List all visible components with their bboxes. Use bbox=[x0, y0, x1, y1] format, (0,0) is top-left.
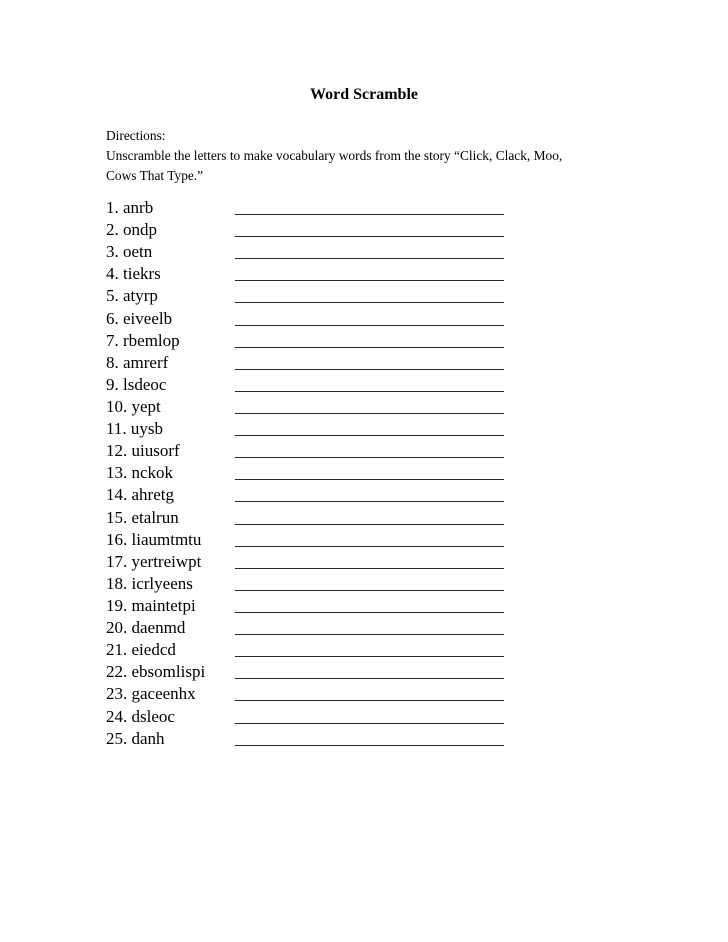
scrambled-word: 17. yertreiwpt bbox=[106, 551, 202, 571]
answer-blank: ________________________________ bbox=[235, 198, 504, 217]
scramble-item bbox=[106, 197, 546, 219]
scrambled-word: 13. nckok bbox=[106, 463, 174, 483]
scramble-item bbox=[106, 507, 546, 529]
scramble-item bbox=[106, 263, 546, 285]
scrambled-word: 19. maintetpi bbox=[106, 595, 196, 615]
answer-blank: ________________________________ bbox=[235, 618, 504, 638]
answer-blank: ________________________________ bbox=[235, 706, 504, 726]
scramble-item bbox=[106, 396, 546, 418]
scrambled-word: 12. uiusorf bbox=[106, 441, 180, 461]
scramble-item bbox=[106, 352, 546, 374]
scrambled-word: 21. eiedcd bbox=[106, 640, 176, 660]
scrambled-word: 8. amrerf bbox=[106, 352, 169, 372]
answer-blank: ________________________________ bbox=[235, 595, 504, 615]
answer-blank: ________________________________ bbox=[235, 419, 504, 439]
answer-blank: ________________________________ bbox=[235, 728, 504, 748]
scramble-item bbox=[106, 374, 546, 396]
answer-blank: ________________________________ bbox=[235, 441, 504, 461]
scrambled-word: 23. gaceenhx bbox=[106, 684, 196, 704]
scramble-item bbox=[106, 617, 546, 639]
answer-blank: ________________________________ bbox=[235, 662, 504, 682]
scrambled-word: 5. atyrp bbox=[106, 286, 158, 306]
scramble-item bbox=[106, 639, 546, 661]
scramble-item bbox=[106, 330, 546, 352]
answer-blank: ________________________________ bbox=[235, 242, 504, 262]
answer-blank: ________________________________ bbox=[235, 529, 504, 549]
scramble-item bbox=[106, 308, 546, 330]
scrambled-word: 20. daenmd bbox=[106, 618, 186, 638]
scrambled-word: 4. tiekrs bbox=[106, 264, 161, 284]
directions-text-line-2: Cows That Type.” bbox=[106, 168, 204, 183]
scrambled-word: 11. uysb bbox=[106, 419, 163, 439]
answer-blank: ________________________________ bbox=[235, 463, 504, 483]
answer-blank: ________________________________ bbox=[235, 573, 504, 593]
scrambled-word: 2. ondp bbox=[106, 220, 157, 240]
answer-blank: ________________________________ bbox=[235, 396, 504, 416]
answer-blank: ________________________________ bbox=[235, 352, 504, 372]
scrambled-word: 3. oetn bbox=[106, 242, 153, 262]
directions bbox=[106, 126, 626, 186]
scrambled-word: 1. anrb bbox=[106, 198, 154, 217]
answer-blank: ________________________________ bbox=[235, 264, 504, 284]
scrambled-word: 25. danh bbox=[106, 728, 165, 748]
directions-heading: Directions: bbox=[106, 128, 166, 143]
answer-blank: ________________________________ bbox=[235, 286, 504, 306]
answer-blank: ________________________________ bbox=[235, 308, 504, 328]
scrambled-word: 10. yept bbox=[106, 396, 161, 416]
answer-blank: ________________________________ bbox=[235, 640, 504, 660]
scramble-list bbox=[106, 197, 546, 750]
answer-blank: ________________________________ bbox=[235, 551, 504, 571]
scramble-item bbox=[106, 573, 546, 595]
answer-blank: ________________________________ bbox=[235, 485, 504, 505]
scrambled-word: 9. lsdeoc bbox=[106, 374, 167, 394]
scramble-item bbox=[106, 728, 546, 750]
scramble-item bbox=[106, 529, 546, 551]
scramble-item bbox=[106, 285, 546, 307]
page-title: Word Scramble bbox=[310, 86, 418, 103]
answer-blank: ________________________________ bbox=[235, 684, 504, 704]
scramble-item bbox=[106, 484, 546, 506]
scrambled-word: 14. ahretg bbox=[106, 485, 174, 505]
scramble-item bbox=[106, 462, 546, 484]
scrambled-word: 22. ebsomlispi bbox=[106, 662, 206, 682]
answer-blank: ________________________________ bbox=[235, 507, 504, 527]
scrambled-word: 16. liaumtmtu bbox=[106, 529, 202, 549]
scramble-item bbox=[106, 440, 546, 462]
scramble-item bbox=[106, 706, 546, 728]
directions-text-line-1: Unscramble the letters to make vocabulary words from the story “Click, Clack, Moo, bbox=[106, 148, 563, 163]
scrambled-word: 15. etalrun bbox=[106, 507, 179, 527]
answer-blank: ________________________________ bbox=[235, 330, 504, 350]
scramble-item bbox=[106, 661, 546, 683]
scramble-item bbox=[106, 241, 546, 263]
scramble-item bbox=[106, 683, 546, 705]
scrambled-word: 18. icrlyeens bbox=[106, 573, 193, 593]
answer-blank: ________________________________ bbox=[235, 220, 504, 240]
scrambled-word: 24. dsleoc bbox=[106, 706, 175, 726]
scramble-item bbox=[106, 418, 546, 440]
scrambled-word: 6. eiveelb bbox=[106, 308, 173, 328]
scrambled-word: 7. rbemlop bbox=[106, 330, 180, 350]
scramble-item bbox=[106, 219, 546, 241]
answer-blank: ________________________________ bbox=[235, 374, 504, 394]
scramble-item bbox=[106, 595, 546, 617]
scramble-item bbox=[106, 551, 546, 573]
